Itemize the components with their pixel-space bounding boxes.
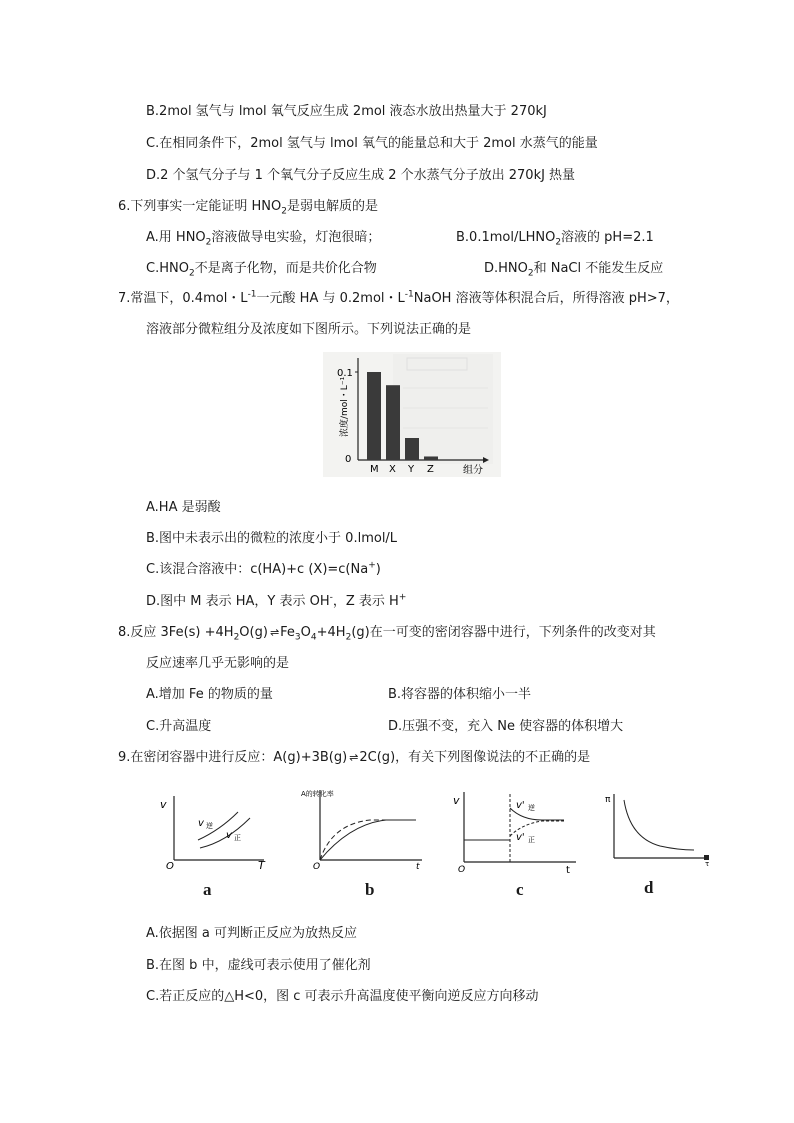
fig-c-upper-sub: 逆 bbox=[528, 804, 535, 812]
fig-a-curve1-label: v bbox=[198, 818, 204, 829]
figure-a-rate-vs-temperature bbox=[160, 790, 272, 870]
q6-option-a: A.用 $HNO_2$溶液做导电实验，灯泡很暗； bbox=[146, 230, 381, 248]
concentration-bar-chart bbox=[323, 352, 501, 477]
q6-stem: 6.下列事实一定能证明 $HNO_2$是弱电解质的是 bbox=[118, 199, 379, 217]
figure-b-conversion-vs-time bbox=[300, 784, 430, 870]
fig-a-curve2-sub: 正 bbox=[234, 834, 241, 842]
fig-d-y-label: π bbox=[605, 795, 611, 805]
fig-d-caption: d bbox=[644, 878, 654, 897]
q6-option-d: $D.HNO_2$和 NaCl 不能发生反应 bbox=[484, 261, 664, 279]
fig-a-origin: O bbox=[166, 861, 174, 870]
fig-b-caption: b bbox=[365, 880, 375, 899]
y-tick-label-zero: 0 bbox=[345, 454, 352, 465]
fig-b-solid-curve bbox=[320, 820, 416, 860]
fig-c-lower-sub: 正 bbox=[528, 836, 535, 844]
fig-b-y-label: A的转化率 bbox=[301, 790, 334, 798]
q8-option-c: C.升高温度 bbox=[146, 719, 212, 734]
fig-c-y-label: v bbox=[453, 794, 460, 807]
equilibrium-arrow: ⇌ bbox=[349, 751, 358, 764]
q5-option-b: B.2mol 氢气与 lmol 氧气反应生成 2mol 液态水放出热量大于 270kJ bbox=[146, 104, 547, 119]
fig-c-x-label: t bbox=[566, 865, 570, 876]
bar-x bbox=[386, 385, 400, 460]
fig-a-curve-reverse bbox=[198, 812, 238, 840]
equilibrium-arrow: ⇌ bbox=[269, 626, 279, 639]
q9-option-b: B.在图 b 中，虚线可表示使用了催化剂 bbox=[146, 958, 371, 973]
fig-a-caption: a bbox=[203, 880, 212, 899]
fig-c-origin: O bbox=[458, 865, 466, 875]
q7-option-b: B.图中未表示出的微粒的浓度小于 0.lmol/L bbox=[146, 531, 398, 546]
figure-c-rate-vs-time bbox=[452, 786, 582, 876]
x-tick-label-x: X bbox=[389, 464, 396, 475]
q5-option-d: D.2 个氢气分子与 1 个氧气分子反应生成 2 个水蒸气分子放出 270kJ 热量 bbox=[146, 168, 576, 183]
q9-option-c: C.若正反应的△H<0，图 c 可表示升高温度使平衡向逆反应方向移动 bbox=[146, 989, 539, 1004]
q6-option-b: $B.0.1mol/LHNO_2$溶液的 pH=2.1 bbox=[456, 230, 654, 248]
fig-a-curve1-sub: 逆 bbox=[206, 822, 213, 830]
fig-d-curve bbox=[624, 800, 694, 850]
q8-option-d: D.压强不变，充入 Ne 使容器的体积增大 bbox=[388, 719, 624, 734]
fig-c-upper-label: v' bbox=[516, 800, 525, 811]
x-tick-label-y: Y bbox=[408, 464, 415, 475]
fig-a-x-label: T bbox=[258, 859, 265, 870]
fig-a-y-label: v bbox=[160, 798, 167, 811]
q9-stem: 9.在密闭容器中进行反应：A(g)+3B(g) ⇌ 2C(g)，有关下列图像说法的不正确的是 bbox=[118, 750, 591, 765]
q6-option-c: $C.HNO_2$不是离子化物，而是共价化合物 bbox=[146, 261, 377, 279]
x-tick-label-z: Z bbox=[427, 464, 434, 475]
y-axis-label: 浓度/mol・L⁻¹ bbox=[340, 376, 350, 437]
bar-z bbox=[424, 456, 438, 460]
q8-option-a: A.增加 Fe 的物质的量 bbox=[146, 687, 273, 702]
figure-d-curve bbox=[604, 788, 716, 866]
q8-stem-line1: 8.反应 $3Fe(s) +4H_2O(g)$ ⇌ $Fe_3O_4+4H_2(g)$在一可变的密闭容器中进行，下列条件的改变对其 bbox=[118, 625, 656, 643]
q7-option-a: A.HA 是弱酸 bbox=[146, 500, 221, 515]
fig-c-lower-label: v' bbox=[516, 832, 525, 843]
q5-option-c: C.在相同条件下，2mol 氢气与 lmol 氧气的能量总和大于 2mol 水蒸气的能量 bbox=[146, 136, 598, 151]
bar-m bbox=[367, 372, 381, 460]
q7-option-c: C.该混合溶液中：c(HA)+c (X)=c(Na+) bbox=[146, 560, 381, 577]
y-tick-label-top: 0.1 bbox=[337, 368, 353, 379]
fig-c-caption: c bbox=[516, 880, 524, 899]
q7-stem-line1: 7.常温下，0.4mol・$L^{-1}$一元酸 HA 与 0.2mol・$L^{-1}NaOH$ 溶液等体积混合后，所得溶液 pH>7， bbox=[118, 289, 679, 306]
q7-option-d: D.图中 M 表示 HA，Y 表示 OH-，Z 表示 H+ bbox=[146, 592, 407, 609]
fig-b-origin: O bbox=[313, 862, 321, 870]
q7-stem-line2: 溶液部分微粒组分及浓度如下图所示。下列说法正确的是 bbox=[146, 322, 472, 337]
fig-b-dashed-curve bbox=[320, 820, 416, 860]
bar-y bbox=[405, 438, 419, 460]
fig-b-x-label: t bbox=[416, 862, 420, 870]
x-axis-label: 组分 bbox=[463, 465, 483, 476]
fig-a-curve2-label: v bbox=[226, 830, 232, 841]
q8-option-b: B.将容器的体积缩小一半 bbox=[388, 687, 532, 702]
q8-stem-line2: 反应速率几乎无影响的是 bbox=[146, 656, 290, 671]
fig-d-x-label: τ bbox=[705, 860, 710, 866]
x-tick-label-m: M bbox=[370, 464, 379, 475]
q9-option-a: A.依据图 a 可判断正反应为放热反应 bbox=[146, 926, 358, 941]
